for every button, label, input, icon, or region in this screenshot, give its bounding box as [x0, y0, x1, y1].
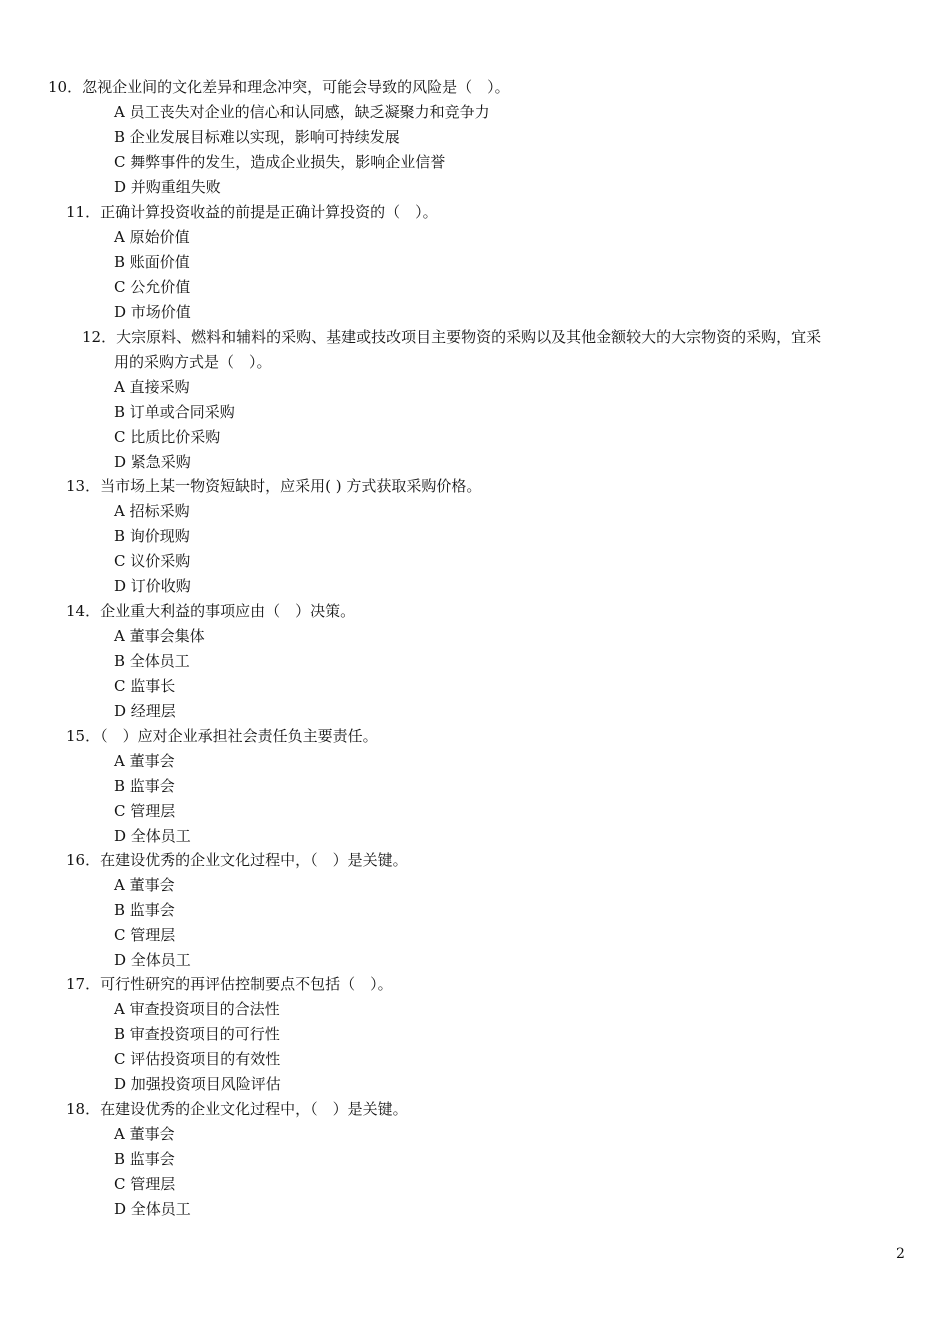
- option-d: D 加强投资项目风险评估: [114, 1075, 281, 1093]
- option-a: A 直接采购: [114, 378, 190, 396]
- option-c: C 管理层: [114, 926, 176, 944]
- question-stem: 11．正确计算投资收益的前提是正确计算投资的（ ）。: [66, 203, 438, 221]
- question-16: [66, 848, 408, 973]
- question-13: [66, 474, 481, 599]
- option-b: B 账面价值: [114, 253, 190, 271]
- option-a: A 董事会集体: [114, 627, 205, 645]
- option-b: B 全体员工: [114, 652, 190, 670]
- option-d: D 经理层: [114, 702, 176, 720]
- option-c: C 评估投资项目的有效性: [114, 1050, 281, 1068]
- question-stem: 13．当市场上某一物资短缺时，应采用( ) 方式获取采购价格。: [66, 477, 482, 495]
- option-a: A 员工丧失对企业的信心和认同感，缺乏凝聚力和竞争力: [114, 103, 490, 121]
- option-d: D 并购重组失败: [114, 178, 221, 196]
- question-11: [66, 200, 438, 325]
- option-d: D 全体员工: [114, 951, 191, 969]
- option-d: D 全体员工: [114, 1200, 191, 1218]
- option-b: B 企业发展目标难以实现，影响可持续发展: [114, 128, 400, 146]
- option-d: D 全体员工: [114, 827, 191, 845]
- question-stem-continued: 用的采购方式是（ ）。: [114, 353, 272, 371]
- question-17: [66, 972, 393, 1097]
- option-a: A 原始价值: [114, 228, 190, 246]
- question-15: [66, 724, 378, 849]
- option-c: C 监事长: [114, 677, 176, 695]
- option-b: B 订单或合同采购: [114, 403, 235, 421]
- question-stem: 17．可行性研究的再评估控制要点不包括（ ）。: [66, 975, 393, 993]
- question-12: [82, 325, 821, 475]
- option-a: A 董事会: [114, 876, 175, 894]
- page-number: 2: [896, 1246, 905, 1262]
- question-14: [66, 599, 355, 724]
- question-18: [66, 1097, 408, 1222]
- question-stem: 16．在建设优秀的企业文化过程中，（ ）是关键。: [66, 851, 408, 869]
- option-b: B 审查投资项目的可行性: [114, 1025, 280, 1043]
- option-c: C 议价采购: [114, 552, 191, 570]
- option-d: D 订价收购: [114, 577, 191, 595]
- option-c: C 管理层: [114, 1175, 176, 1193]
- option-d: D 市场价值: [114, 303, 191, 321]
- option-a: A 招标采购: [114, 502, 190, 520]
- option-d: D 紧急采购: [114, 453, 191, 471]
- option-c: C 公允价值: [114, 278, 191, 296]
- question-stem: 10．忽视企业间的文化差异和理念冲突，可能会导致的风险是（ ）。: [48, 78, 510, 96]
- option-b: B 监事会: [114, 777, 175, 795]
- option-c: C 比质比价采购: [114, 428, 221, 446]
- question-stem: 14．企业重大利益的事项应由（ ）决策。: [66, 602, 356, 620]
- option-c: C 舞弊事件的发生，造成企业损失，影响企业信誉: [114, 153, 446, 171]
- option-a: A 董事会: [114, 752, 175, 770]
- option-b: B 询价现购: [114, 527, 190, 545]
- question-stem: 18．在建设优秀的企业文化过程中，（ ）是关键。: [66, 1100, 408, 1118]
- option-a: A 董事会: [114, 1125, 175, 1143]
- question-stem: 12．大宗原料、燃料和辅料的采购、基建或技改项目主要物资的采购以及其他金额较大的大宗物资的采购，宜采: [82, 328, 822, 346]
- question-10: [48, 75, 510, 200]
- option-c: C 管理层: [114, 802, 176, 820]
- option-a: A 审查投资项目的合法性: [114, 1000, 280, 1018]
- question-stem: 15．（ ）应对企业承担社会责任负主要责任。: [66, 727, 378, 745]
- option-b: B 监事会: [114, 1150, 175, 1168]
- option-b: B 监事会: [114, 901, 175, 919]
